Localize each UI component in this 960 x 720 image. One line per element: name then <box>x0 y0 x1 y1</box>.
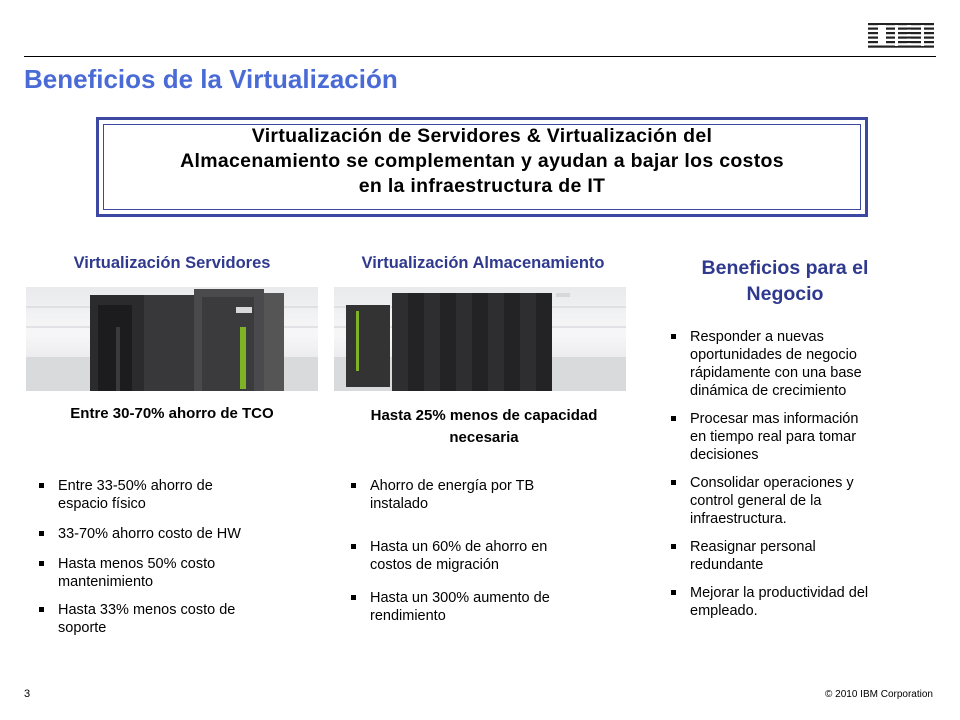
storage-heading: Virtualización Almacenamiento <box>361 254 605 272</box>
callout-line: Almacenamiento se complementan y ayudan a bajar los costos <box>180 150 784 172</box>
list-item: Mejorar la productividad del empleado. <box>668 584 938 620</box>
page-title: Beneficios de la Virtualización <box>24 64 398 94</box>
bullet-icon <box>671 544 676 549</box>
callout-line: en la infraestructura de IT <box>358 175 606 197</box>
callout-line: Virtualización de Servidores & Virtualización del <box>251 125 713 147</box>
list-item: Responder a nuevas oportunidades de negocio rápidamente con una base dinámica de crecimiento <box>668 328 938 400</box>
business-heading: Beneficios para el Negocio <box>701 257 869 305</box>
bullet-icon <box>39 531 44 536</box>
list-item: Procesar mas información en tiempo real para tomar decisiones <box>668 410 938 464</box>
list-item: Reasignar personal redundante <box>668 538 938 574</box>
servers-heading: Virtualización Servidores <box>73 254 271 272</box>
list-item: 33-70% ahorro costo de HW <box>36 525 326 543</box>
callout-box <box>96 117 868 217</box>
copyright: © 2010 IBM Corporation <box>825 689 933 700</box>
ibm-logo <box>866 20 936 50</box>
list-item: Consolidar operaciones y control general de la infraestructura. <box>668 474 938 528</box>
list-item: Hasta menos 50% costo mantenimiento <box>36 555 326 591</box>
bullet-icon <box>39 561 44 566</box>
page-number: 3 <box>24 688 31 700</box>
storage-caption: Hasta 25% menos de capacidad necesaria <box>370 407 598 446</box>
bullet-icon <box>39 607 44 612</box>
list-item: Ahorro de energía por TB instalado <box>348 477 638 513</box>
bullet-icon <box>351 483 356 488</box>
business-bullet-list <box>668 328 938 630</box>
list-item: Hasta 33% menos costo de soporte <box>36 601 326 637</box>
servers-bullet-list <box>36 477 326 647</box>
bullet-icon <box>351 595 356 600</box>
bullet-icon <box>671 480 676 485</box>
servers-caption: Entre 30-70% ahorro de TCO <box>70 405 274 422</box>
header-rule <box>24 56 936 57</box>
storage-photo <box>334 287 626 391</box>
bullet-icon <box>671 334 676 339</box>
list-item: Hasta un 300% aumento de rendimiento <box>348 589 638 625</box>
bullet-icon <box>671 416 676 421</box>
list-item: Hasta un 60% de ahorro en costos de migración <box>348 538 638 574</box>
bullet-icon <box>351 544 356 549</box>
bullet-icon <box>671 590 676 595</box>
bullet-icon <box>39 483 44 488</box>
callout-text <box>99 124 865 199</box>
list-item: Entre 33-50% ahorro de espacio físico <box>36 477 326 513</box>
storage-bullet-list <box>348 477 638 635</box>
servers-photo <box>26 287 318 391</box>
